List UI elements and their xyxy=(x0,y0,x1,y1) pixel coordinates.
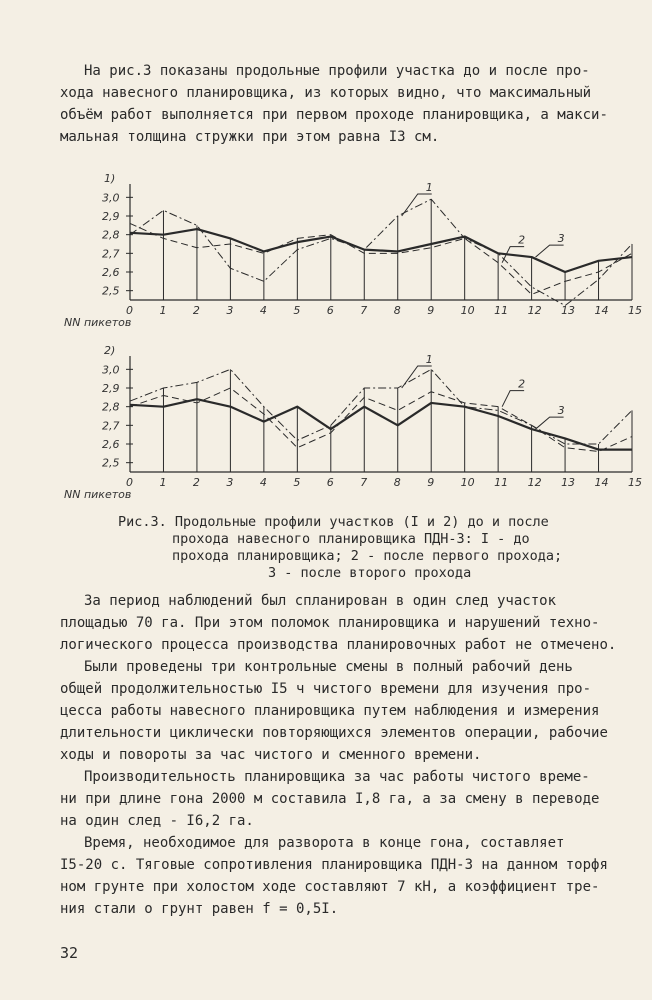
x-tick-label: 4 xyxy=(259,476,267,489)
x-tick-label: 9 xyxy=(427,476,435,489)
x-tick-label: 0 xyxy=(126,304,133,317)
series-label-leader xyxy=(536,245,564,257)
x-tick-label: 14 xyxy=(594,304,609,317)
series-label: 1 xyxy=(425,181,433,194)
paragraph-productivity xyxy=(60,766,634,832)
y-tick-label: 3,0 xyxy=(102,191,120,205)
x-tick-label: 7 xyxy=(360,304,368,317)
series-label-leader xyxy=(402,366,432,388)
paragraph-turnaround xyxy=(60,832,634,920)
text-line: хода навесного планировщика, из которых видно, что максимальный xyxy=(60,85,592,101)
text-line: общей продолжительностью I5 ч чистого времени для изучения про- xyxy=(60,681,592,697)
text-line: На рис.3 показаны продольные профили участка до и после про- xyxy=(84,63,590,79)
text-line: За период наблюдений был спланирован в один след участок xyxy=(84,593,557,609)
profile-chart-1-svg xyxy=(64,168,648,328)
text-line: цесса работы навесного планировщика путем наблюдения и измерения xyxy=(60,703,600,719)
x-tick-label: 11 xyxy=(494,476,509,489)
text-line: Производительность планировщика за час работы чистого време- xyxy=(84,769,590,785)
x-tick-label: 12 xyxy=(527,476,542,489)
x-tick-label: 1 xyxy=(159,476,167,489)
series-label: 3 xyxy=(557,232,565,246)
text-line: Были проведены три контрольные смены в полный рабочий день xyxy=(84,659,573,675)
series-label: 3 xyxy=(557,404,565,418)
text-line: ном грунте при холостом ходе составляют 7 кН, а коэффициент тре- xyxy=(60,879,600,895)
series-label-leader xyxy=(402,194,432,216)
profile-chart-2-svg xyxy=(64,340,648,500)
series-label-leader xyxy=(502,391,524,407)
x-tick-label: 9 xyxy=(427,304,435,317)
x-tick-label: 3 xyxy=(226,476,234,489)
x-tick-label: 8 xyxy=(393,476,401,489)
x-tick-label: 12 xyxy=(527,304,542,317)
y-tick-label: 2,8 xyxy=(102,400,120,414)
x-tick-label: 13 xyxy=(561,304,576,317)
x-tick-label: 15 xyxy=(628,304,642,317)
text-line: ни при длине гона 2000 м составила I,8 га, а за смену в переводе xyxy=(60,791,600,807)
caption-line: 3 - после второго прохода xyxy=(268,565,472,581)
y-tick-label: 2,5 xyxy=(102,456,120,470)
y-tick-label: 2,8 xyxy=(102,228,120,242)
paragraph-observation xyxy=(60,590,634,656)
y-tick-label: 3,0 xyxy=(102,363,120,377)
caption-line: прохода навесного планировщика ПДН-3: I - до xyxy=(172,531,530,547)
x-tick-label: 13 xyxy=(561,476,576,489)
x-tick-label: 6 xyxy=(326,304,334,317)
x-tick-label: 4 xyxy=(259,304,267,317)
text-line: I5-20 с. Тяговые сопротивления планировщика ПДН-3 на данном торфя xyxy=(60,857,608,873)
y-tick-label: 2,9 xyxy=(102,210,120,223)
text-line: длительности циклически повторяющихся элементов операции, рабочие xyxy=(60,725,608,741)
x-tick-label: 14 xyxy=(594,476,609,489)
text-line: логического процесса производства планировочных работ не отмечено. xyxy=(60,637,617,653)
x-tick-label: 7 xyxy=(360,476,368,489)
series-label: 2 xyxy=(518,233,526,247)
x-tick-label: 2 xyxy=(192,304,200,317)
profile-chart-1 xyxy=(64,168,648,328)
x-tick-label: 10 xyxy=(460,476,475,489)
series-label: 1 xyxy=(425,353,433,366)
y-tick-label: 2,7 xyxy=(102,247,120,261)
text-line: мальная толщина стружки при этом равна I3 см. xyxy=(60,129,440,145)
text-line: ходы и повороты за час чистого и сменного времени. xyxy=(60,747,482,763)
paragraph-control-shifts xyxy=(60,656,634,766)
x-tick-label: 11 xyxy=(494,304,509,317)
panel-label: 2) xyxy=(104,344,116,357)
x-tick-label: 5 xyxy=(293,476,301,489)
y-tick-label: 2,6 xyxy=(102,266,120,279)
text-line: площадью 70 га. При этом поломок планировщика и нарушений техно- xyxy=(60,615,600,631)
x-tick-label: 1 xyxy=(159,304,167,317)
page-number: 32 xyxy=(60,944,79,962)
series-label-leader xyxy=(536,417,564,429)
intro-paragraph xyxy=(60,60,634,148)
x-tick-label: 8 xyxy=(393,304,401,317)
series-2-line xyxy=(130,388,632,451)
caption-line: Рис.3. Продольные профили участков (I и 2) до и после xyxy=(118,514,549,530)
x-tick-label: 3 xyxy=(226,304,234,317)
figure-caption xyxy=(118,514,598,582)
x-tick-label: 10 xyxy=(460,304,475,317)
y-tick-label: 2,7 xyxy=(102,419,120,433)
x-tick-label: 5 xyxy=(293,304,301,317)
series-label: 2 xyxy=(518,377,526,391)
x-tick-label: 6 xyxy=(326,476,334,489)
panel-label: 1) xyxy=(104,172,116,185)
x-axis-label: NN пикетов xyxy=(64,488,132,500)
text-line: на один след - I6,2 га. xyxy=(60,813,254,829)
x-tick-label: 2 xyxy=(192,476,200,489)
series-1-line xyxy=(130,199,632,305)
text-line: Время, необходимое для разворота в конце гона, составляет xyxy=(84,835,565,851)
text-line: объём работ выполняется при первом проходе планировщика, а макси- xyxy=(60,107,608,123)
y-tick-label: 2,6 xyxy=(102,438,120,451)
y-tick-label: 2,9 xyxy=(102,382,120,395)
caption-line: прохода планировщика; 2 - после первого прохода; xyxy=(172,548,563,564)
x-axis-label: NN пикетов xyxy=(64,316,132,328)
profile-chart-2 xyxy=(64,340,648,500)
x-tick-label: 15 xyxy=(628,476,642,489)
x-tick-label: 0 xyxy=(126,476,133,489)
y-tick-label: 2,5 xyxy=(102,284,120,298)
text-line: ния стали о грунт равен f = 0,5I. xyxy=(60,901,339,917)
